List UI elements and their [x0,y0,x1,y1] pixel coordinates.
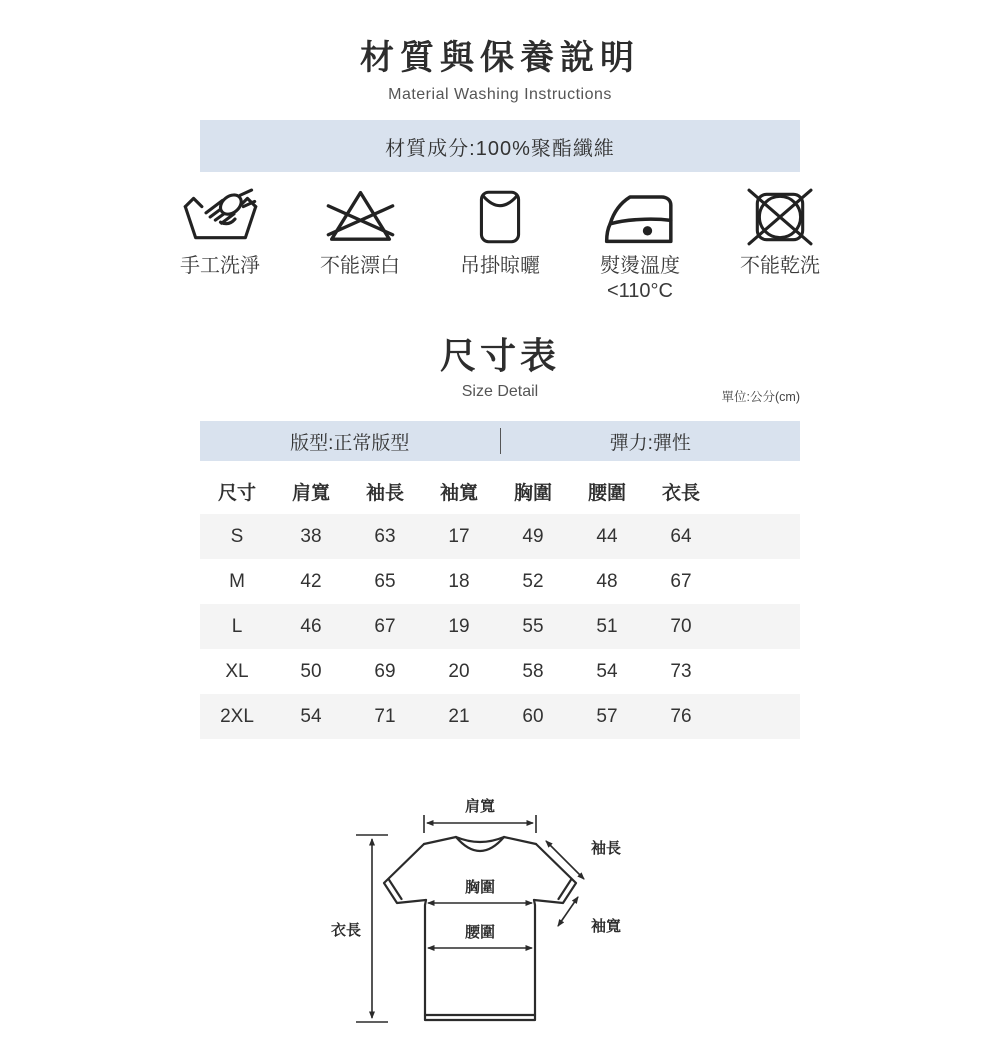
care-label: 手工洗淨 [180,255,260,277]
col-header: 袖長 [365,483,404,504]
cell: 55 [522,615,544,637]
care-item-do-not-bleach [320,182,400,304]
cell: 60 [522,705,544,727]
cell-size: S [230,525,244,547]
cell: 51 [596,615,618,637]
cell: 63 [374,525,396,547]
cell: 73 [670,660,692,682]
tshirt-diagram-svg [320,787,680,1052]
label-sleeve-length: 袖長 [590,840,622,857]
care-label-line1: 熨燙溫度 [600,255,680,277]
cell: 44 [596,525,618,547]
page-title: 材質與保養說明 [360,39,640,77]
care-label: 不能乾洗 [740,255,820,277]
col-header: 衣長 [661,483,700,504]
table-row [200,559,800,604]
cell: 54 [596,660,618,682]
care-label: 吊掛晾曬 [460,255,540,277]
cell: 65 [374,570,396,592]
unit-note: 單位:公分(cm) [721,390,800,404]
cell: 50 [300,660,322,682]
col-header: 尺寸 [217,483,256,504]
cell: 19 [448,615,470,637]
table-row [200,514,800,559]
care-label-line2: <110°C [606,280,673,302]
iron-low-temp-icon [602,182,679,246]
measure-lines [356,815,584,1022]
col-header: 腰圍 [587,483,626,504]
care-item-hang-dry [460,182,540,304]
material-banner-text: 材質成分:100%聚酯纖維 [385,137,615,160]
col-header: 袖寬 [439,483,478,504]
cell: 46 [300,615,322,637]
page-subtitle: Material Washing Instructions [388,86,612,103]
cell: 67 [670,570,692,592]
cell: 76 [670,705,692,727]
care-label [600,254,680,304]
cell: 70 [670,615,692,637]
fit-banner [200,421,800,461]
cell-size: 2XL [220,705,254,727]
table-header-row [200,469,800,514]
care-item-do-not-dry-clean [740,182,820,304]
cell: 49 [522,525,544,547]
care-icons-row [180,182,820,304]
hang-dry-icon [467,182,533,246]
cell: 69 [374,660,396,682]
do-not-dry-clean-icon [747,182,813,246]
cell: 67 [374,615,396,637]
size-subtitle-row [200,383,800,405]
cell: 48 [596,570,618,592]
cell: 20 [448,660,470,682]
cell: 71 [374,705,396,727]
measurement-diagram [0,787,1000,1052]
table-row [200,604,800,649]
col-header: 肩寬 [291,483,330,504]
cell: 21 [448,705,470,727]
cell-size: XL [225,660,249,682]
cell: 64 [670,525,692,547]
cell: 58 [522,660,544,682]
cell-size: L [231,615,243,637]
label-shoulder-width: 肩寬 [464,798,496,815]
label-garment-length: 衣長 [330,922,362,939]
fit-banner-right: 彈力:彈性 [609,432,691,454]
label-chest: 胸圍 [464,879,496,896]
care-item-iron-low [600,182,680,304]
do-not-bleach-icon [325,182,396,246]
label-waist: 腰圍 [464,924,496,941]
size-table [200,469,800,739]
cell: 54 [300,705,322,727]
size-section-title: 尺寸表 [439,335,560,376]
size-section-subtitle: Size Detail [461,383,539,400]
cell: 38 [300,525,322,547]
fit-banner-left: 版型:正常版型 [290,432,410,454]
cell: 18 [448,570,470,592]
cell: 42 [300,570,322,592]
cell-size: M [229,570,245,592]
care-item-hand-wash [180,182,260,304]
cell: 52 [522,570,544,592]
cell: 17 [448,525,470,547]
cell: 57 [596,705,618,727]
table-row [200,694,800,739]
table-row [200,649,800,694]
hand-wash-icon [181,182,260,246]
care-label: 不能漂白 [320,255,400,277]
material-banner [200,120,800,172]
col-header: 胸圍 [513,483,552,504]
label-sleeve-width: 袖寬 [590,918,622,935]
